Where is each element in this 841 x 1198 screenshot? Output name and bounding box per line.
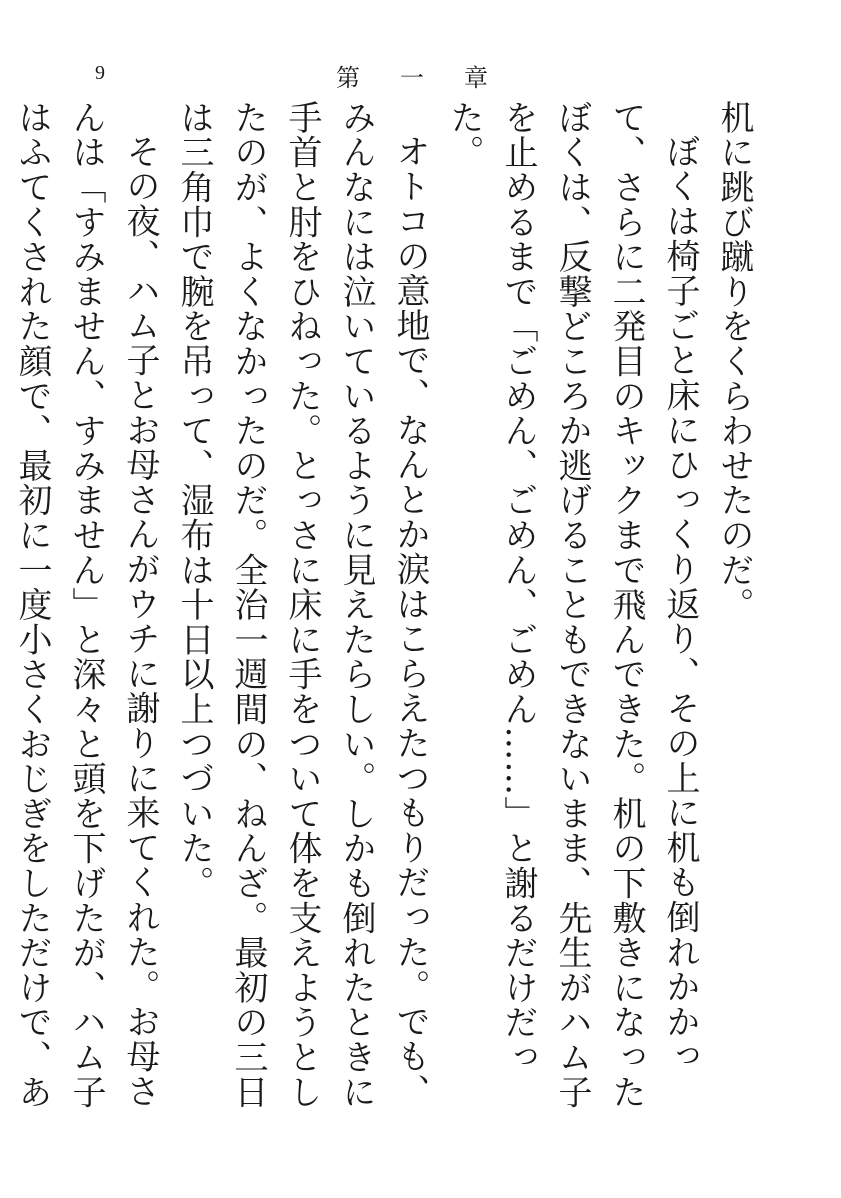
paragraph: ぼくは椅子ごと床にひっくり返り、その上に机も倒れかかって、さらに二発目のキックまで飛んできた。机の下敷きになったぼくは、反撃どころか逃げることもできないまま、先生がハム子を止めるまで「ごめん、ごめん、ごめん……」と謝るだけだった。 [444, 100, 700, 1110]
page-number: 9 [95, 62, 105, 84]
paragraph: その夜、ハム子とお母さんがウチに謝りに来てくれた。お母さんは「すみません、すみません」と深々と頭を下げたが、ハム子はふてくされた顔で、最初に一度小さくおじぎをしただけで、あ [12, 100, 160, 1110]
chapter-running-header: 第一章 [336, 64, 528, 92]
paragraph: 机に跳び蹴りをくらわせたのだ。 [714, 100, 754, 622]
body-text [0, 100, 761, 1120]
paragraph: オトコの意地で、なんとか涙はこらえたつもりだった。でも、みんなには泣いているように見えたらしい。しかも倒れたときに手首と肘をひねった。とっさに床に手をついて体を支えようとしたのが、よくなかったのだ。全治一週間の、ねんざ。最初の三日は三角巾で腕を吊って、湿布は十日以上つづいた。 [174, 100, 430, 1110]
